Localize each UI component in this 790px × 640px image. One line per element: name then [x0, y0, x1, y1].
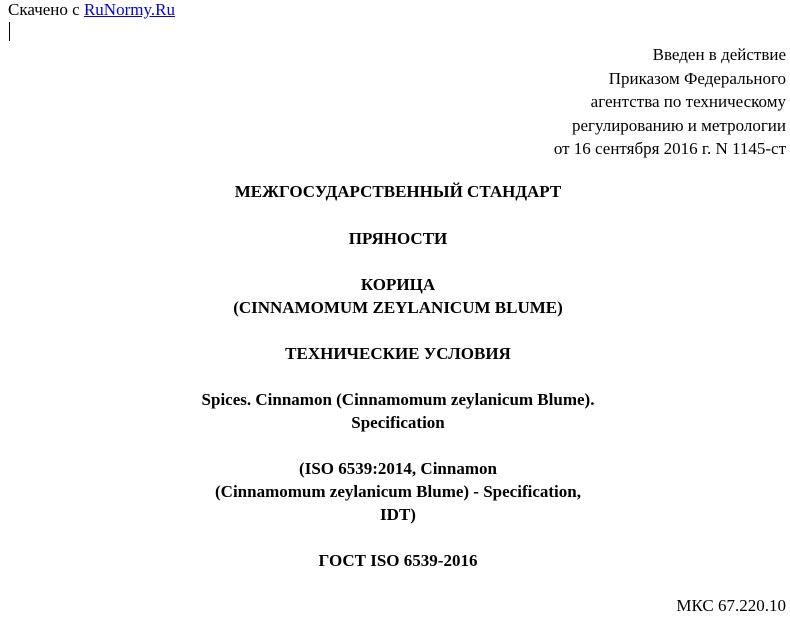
text-cursor	[9, 22, 10, 41]
enactment-line: Приказом Федерального	[608, 68, 786, 88]
enactment-line: Введен в действие	[652, 45, 786, 64]
iso-reference-line: (Cinnamomum zeylanicum Blume) - Specification,	[215, 482, 581, 501]
product-latin-name: (CINNAMOMUM ZEYLANICUM BLUME)	[233, 298, 563, 317]
english-title-line: Specification	[351, 413, 445, 432]
heading-text: МЕЖГОСУДАРСТВЕННЫЙ СТАНДАРТ	[234, 182, 562, 201]
english-title	[0, 388, 790, 434]
gost-number	[0, 549, 790, 572]
document-product	[0, 273, 790, 319]
iso-reference	[0, 457, 790, 526]
mks-classification: МКС 67.220.10	[676, 596, 786, 615]
enactment-note	[554, 43, 786, 161]
source-link[interactable]: RuNormy.Ru	[83, 0, 175, 19]
source-prefix: Скачено с	[8, 0, 84, 19]
english-title-line: Spices. Cinnamon (Cinnamomum zeylanicum Blume).	[201, 390, 595, 409]
category-text: ПРЯНОСТИ	[348, 229, 448, 248]
gost-number-text: ГОСТ ISO 6539-2016	[318, 551, 478, 570]
subtitle-text: ТЕХНИЧЕСКИЕ УСЛОВИЯ	[285, 344, 511, 363]
document-category	[0, 227, 790, 250]
product-name: КОРИЦА	[360, 275, 436, 294]
iso-reference-line: (ISO 6539:2014, Cinnamon	[299, 459, 497, 478]
enactment-line: агентства по техническому	[590, 92, 786, 111]
enactment-line: от 16 сентября 2016 г. N 1145-ст	[553, 139, 786, 158]
enactment-line: регулированию и метрологии	[571, 115, 786, 135]
document-subtitle	[0, 342, 790, 365]
source-line	[8, 0, 175, 20]
iso-reference-line: IDT)	[380, 505, 416, 524]
document-heading	[0, 180, 790, 203]
